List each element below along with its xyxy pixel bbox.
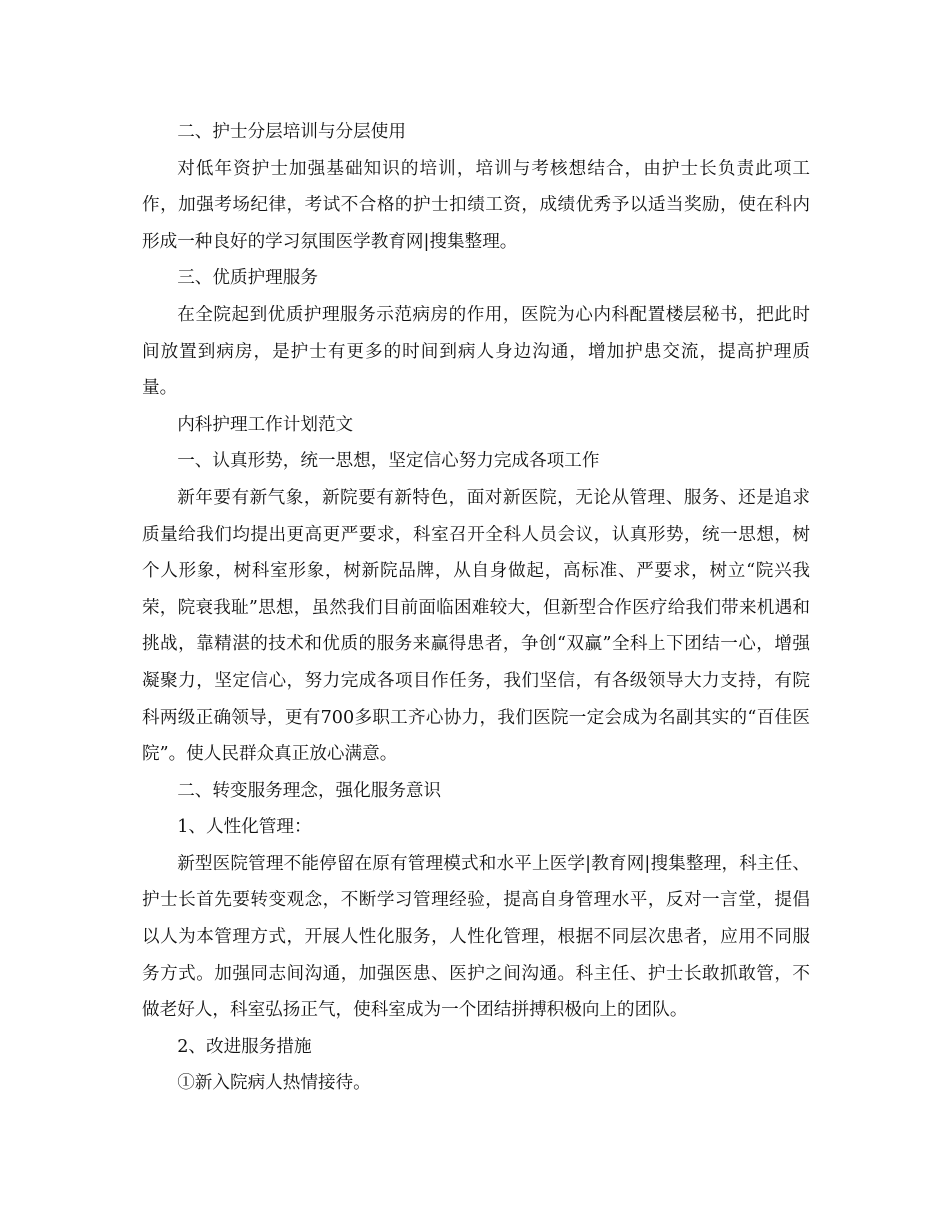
paragraph-quality-care: 在全院起到优质护理服务示范病房的作用，医院为心内科配置楼层秘书，把此时间放置到病房，是护士有更多的时间到病人身边沟通，增加护患交流，提高护理质量。 xyxy=(142,304,810,399)
paragraph-new-year: 新年要有新气象，新院要有新特色，面对新医院，无论从管理、服务、还是追求质量给我们均提出更高更严要求，科室召开全科人员会议，认真形势，统一思想，树个人形象，树科室形象，树新院品牌，从自身做起，高标准、严要求，树立“院兴我荣，院衰我耻”思想，虽然我们目前面临困难较大，但新型合作医疗给我们带来机遇和挑战，靠精湛的技术和优质的服务来赢得患者，争创“双赢”全科上下团结一心，增强凝聚力，坚定信心，努力完成各项目作任务，我们坚信，有各级领导大力支持，有院科两级正确领导，更有700多职工齐心协力，我们医院一定会成为名副其实的“百佳医院”。使人民群众真正放心满意。 xyxy=(142,487,810,765)
list-item-reception: ①新入院病人热情接待。 xyxy=(177,1073,371,1094)
section-heading-service-concept: 二、转变服务理念，强化服务意识 xyxy=(177,780,442,801)
section-heading-quality-care: 三、优质护理服务 xyxy=(177,268,318,289)
paragraph-training: 对低年资护士加强基础知识的培训，培训与考核想结合，由护士长负责此项工作，加强考场纪律，考试不合格的护士扣绩工资，成绩优秀予以适当奖励，使在科内形成一种良好的学习氛围医学教育网|搜集整理。 xyxy=(142,158,810,252)
subheading-service-measures: 2、改进服务措施 xyxy=(177,1036,312,1057)
paragraph-management: 新型医院管理不能停留在原有管理模式和水平上医学|教育网|搜集整理，科主任、护士长首先要转变观念，不断学习管理经验，提高自身管理水平，反对一言堂，提倡以人为本管理方式，开展人性化服务，人性化管理，根据不同层次患者，应用不同服务方式。加强同志间沟通，加强医患、医护之间沟通。科主任、护士长敢抓敢管，不做老好人，科室弘扬正气，使科室成为一个团结拼搏积极向上的团队。 xyxy=(142,853,810,1021)
section-heading-nurse-training: 二、护士分层培训与分层使用 xyxy=(177,122,406,142)
document-page xyxy=(142,114,810,1102)
section-heading-situation: 一、认真形势，统一思想，坚定信心努力完成各项工作 xyxy=(177,451,600,472)
subheading-humanized-management: 1、人性化管理： xyxy=(177,817,312,838)
document-subtitle: 内科护理工作计划范文 xyxy=(177,414,354,435)
